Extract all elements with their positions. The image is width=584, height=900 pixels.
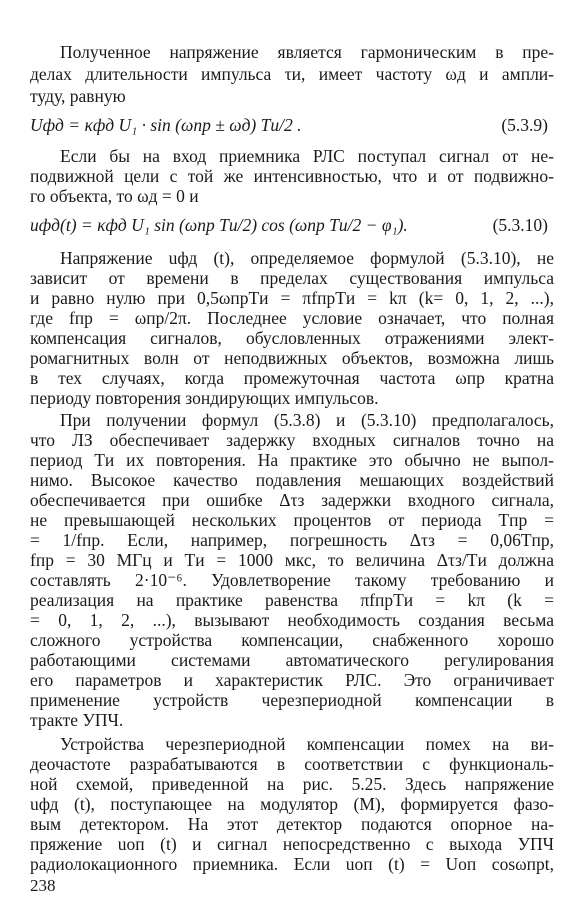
text-line: го объекта, то ωд = 0 и <box>30 186 199 206</box>
text-line: = 0, 1, 2, ...), вызывают необходимость создания весьма <box>30 610 554 630</box>
text-line: обеспечивается при ошибке Δτз задержки входного сигнала, <box>30 490 554 510</box>
equation-5-3-10 <box>30 208 554 242</box>
equation-number: (5.3.9) <box>501 115 548 135</box>
text-line: нимо. Высокое качество подавления мешающих воздействий <box>30 470 554 490</box>
text-line: что ЛЗ обеспечивает задержку входных сигналов точно на <box>30 430 554 450</box>
text-line: период Tи их повторения. На практике это обычно не выпол- <box>30 450 554 470</box>
text-line: Если бы на вход приемника РЛС поступал сигнал от не- <box>60 146 554 166</box>
equation-body: Uфд = κфд U₁ · sin (ωпр ± ωд) Tи/2 . <box>30 115 302 135</box>
text-line: туду, равную <box>30 86 126 106</box>
text-line: = 1/fпр. Если, например, погрешность Δτз = 0,06Tпр, <box>30 530 554 550</box>
text-line: и равно нулю при 0,5ωпрTи = πfпрTи = kπ (k= 0, 1, 2, ...), <box>30 288 554 308</box>
page-number: 238 <box>30 876 56 895</box>
text-line: не превышающей нескольких процентов от периода Tпр = <box>30 510 554 530</box>
text-line: Напряжение uфд (t), определяемое формулой (5.3.10), не <box>60 248 554 268</box>
text-line: радиолокационного приемника. Если uоп (t) = Uоп cosωпрt, <box>30 854 554 874</box>
text-line: компенсация сигналов, обусловленных отражениями элект- <box>30 328 554 348</box>
text-line: пряжение uоп (t) и сигнал непосредственно с выхода УПЧ <box>30 834 554 854</box>
text-line: где fпр = ωпр/2π. Последнее условие означает, что полная <box>30 308 554 328</box>
equation-number: (5.3.10) <box>492 215 548 235</box>
text-line: сложного устройства компенсации, снабженного хорошо <box>30 630 554 650</box>
text-line: его параметров и характеристик РЛС. Это ограничивает <box>30 670 554 690</box>
text-line: подвижной цели с той же интенсивностью, что и от подвижно- <box>30 166 554 186</box>
text-line: применение устройств черезпериодной компенсации в <box>30 690 554 710</box>
text-line: тракте УПЧ. <box>30 710 124 730</box>
text-line: работающими системами автоматического регулирования <box>30 650 554 670</box>
text-line: uфд (t), поступающее на модулятор (M), формируется фазо- <box>30 794 554 814</box>
text-line: периоду повторения зондирующих импульсов. <box>30 388 379 408</box>
text-line: делах длительности импульса τи, имеет частоту ωд и ампли- <box>30 64 554 84</box>
text-line: Устройства черезпериодной компенсации помех на ви- <box>60 734 554 754</box>
text-line: При получении формул (5.3.8) и (5.3.10) предполагалось, <box>60 410 554 430</box>
text-line: деочастоте разрабатываются в соответствии с функциональ- <box>30 754 554 774</box>
text-line: вым детектором. На этот детектор подаются опорное на- <box>30 814 554 834</box>
text-line: ной схемой, приведенной на рис. 5.25. Здесь напряжение <box>30 774 554 794</box>
text-line: Полученное напряжение является гармоническим в пре- <box>60 42 554 62</box>
text-line: fпр = 30 МГц и Tи = 1000 мкс, то величина Δτз/Tи должна <box>30 550 554 570</box>
equation-5-3-9 <box>30 108 554 142</box>
text-line: зависит от времени в пределах существования импульса <box>30 268 554 288</box>
text-line: в тех случаях, когда промежуточная частота ωпр кратна <box>30 368 554 388</box>
text-line: составлять 2·10⁻⁶. Удовлетворение такому требованию и <box>30 570 554 590</box>
equation-body: uфд(t) = κфд U₁ sin (ωпр Tи/2) cos (ωпр Tи/2 − φ₁). <box>30 215 408 235</box>
text-line: ромагнитных волн от неподвижных объектов, возможна лишь <box>30 348 554 368</box>
text-line: реализация на практике равенства πfпрTи = kπ (k = <box>30 590 554 610</box>
